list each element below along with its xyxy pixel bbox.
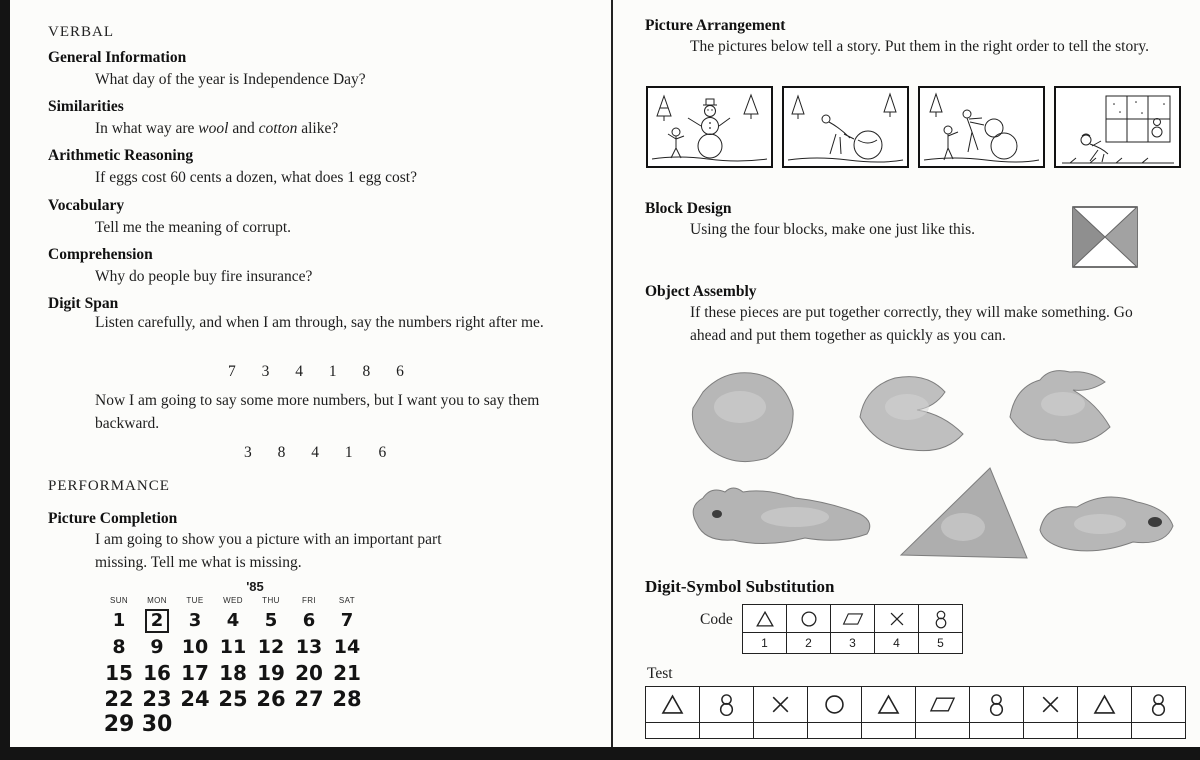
calendar-day: 8 [112, 636, 126, 658]
similarities-word2: cotton [258, 120, 298, 137]
performance-heading: PERFORMANCE [48, 478, 170, 494]
test-symbol-cell [916, 687, 970, 723]
calendar-day: 22 [104, 687, 134, 711]
calendar-week-3 [100, 660, 366, 686]
test-symbol-cell [862, 687, 916, 723]
block-design-instructions: Using the four blocks, make one just like this. [690, 221, 975, 238]
test-answer-cell [754, 723, 808, 739]
piece-dark-spot [1148, 517, 1162, 527]
picture-completion-instructions: I am going to show you a picture with an important part missing. Tell me what is missing. [95, 531, 442, 571]
triangle-icon [1091, 691, 1118, 718]
calendar-header-mon: MON [147, 596, 167, 605]
test-symbol-cell [1078, 687, 1132, 723]
test-label: Test [647, 665, 673, 682]
calendar-header-wed: WED [223, 596, 243, 605]
calendar-week-4 [100, 686, 366, 712]
triangle-icon [659, 691, 686, 718]
calendar-day: 5 [264, 610, 278, 631]
eight-icon [713, 691, 740, 718]
calendar-week-5 [100, 712, 366, 738]
calendar-day: 27 [294, 687, 324, 711]
calendar-day: 21 [333, 661, 361, 685]
calendar-day: 18 [219, 661, 247, 685]
code-number-cell: 3 [831, 633, 875, 654]
similarities-text [95, 118, 575, 141]
sketch-child-at-window [1056, 88, 1179, 166]
arithmetic-title: Arithmetic Reasoning [48, 147, 194, 164]
parallelogram-icon [929, 691, 956, 718]
similarities-mid: and [228, 120, 259, 137]
sketch-rolling-snowball [784, 88, 907, 166]
eight-icon [1145, 691, 1172, 718]
scan-edge-left [0, 0, 10, 760]
test-symbol-cell [808, 687, 862, 723]
code-symbol-cell [875, 605, 919, 633]
calendar-day [252, 712, 290, 738]
x-icon [886, 608, 908, 630]
parallelogram-icon [842, 608, 864, 630]
calendar-day: 3 [188, 610, 202, 631]
calendar-day: 30 [141, 712, 173, 737]
calendar-year: '85 [246, 579, 264, 594]
code-symbol-cell [743, 605, 787, 633]
calendar-header-sat: SAT [338, 596, 356, 605]
code-number-cell: 4 [875, 633, 919, 654]
test-answer-cell [970, 723, 1024, 739]
block-design-pattern [1072, 206, 1138, 268]
code-symbol-cell [831, 605, 875, 633]
digit-span-forward-digits: 7 3 4 1 8 6 [228, 363, 404, 380]
comprehension-text: Why do people buy fire insurance? [95, 268, 313, 285]
block-design-title: Block Design [645, 200, 732, 217]
calendar-week-1 [100, 608, 366, 634]
calendar-day: 15 [105, 661, 133, 685]
picture-arrangement-frames [646, 86, 1181, 168]
x-icon [1037, 691, 1064, 718]
general-information-text: What day of the year is Independence Day? [95, 71, 366, 88]
calendar-day [214, 712, 252, 738]
sketch-stacking-snowman [920, 88, 1043, 166]
puzzle-piece-5 [901, 468, 1027, 558]
test-answer-cell [862, 723, 916, 739]
code-label: Code [700, 611, 733, 628]
calendar-day: 4 [226, 610, 240, 631]
calendar-day: 20 [295, 661, 323, 685]
code-symbol-cell [919, 605, 963, 633]
calendar-day: 6 [302, 610, 316, 631]
test-answer-cell [700, 723, 754, 739]
calendar-day: 11 [219, 636, 247, 658]
boxed-day: 2 [145, 609, 170, 633]
picture-arrangement-title: Picture Arrangement [645, 17, 786, 34]
circle-icon [798, 608, 820, 630]
comprehension-title: Comprehension [48, 246, 153, 263]
object-assembly-pieces [645, 362, 1185, 569]
calendar-day: 9 [150, 636, 164, 658]
calendar-day: 24 [180, 687, 210, 711]
similarities-title: Similarities [48, 98, 124, 115]
digit-span-backward-instructions: Now I am going to say some more numbers, but I want you to say them backward. [95, 392, 540, 432]
calendar-day: 13 [295, 636, 323, 658]
vocabulary-title: Vocabulary [48, 197, 125, 214]
digit-span-backward-digits: 3 8 4 1 6 [244, 444, 387, 461]
picture-arrangement-frame-1 [646, 86, 773, 168]
calendar-day: 16 [143, 661, 171, 685]
test-answer-cell [1024, 723, 1078, 739]
test-symbol-cell [646, 687, 700, 723]
calendar-header-thu: THU [262, 596, 280, 605]
calendar-header-fri: FRI [301, 596, 317, 605]
calendar-day [290, 712, 328, 738]
calendar-day: 25 [218, 687, 248, 711]
x-icon [767, 691, 794, 718]
test-symbol-cell [754, 687, 808, 723]
test-symbol-cell [700, 687, 754, 723]
object-assembly-instructions: If these pieces are put together correctly, they will make something. Go ahead and put them together as quickly as you can. [690, 304, 1133, 344]
block-design-figure [1072, 206, 1138, 273]
code-number-cell: 5 [919, 633, 963, 654]
calendar-day: 23 [142, 687, 172, 711]
test-answer-cell [916, 723, 970, 739]
test-answer-cell [646, 723, 700, 739]
general-information-title: General Information [48, 49, 187, 66]
verbal-heading: VERBAL [48, 24, 114, 40]
digit-span-title: Digit Span [48, 295, 119, 312]
calendar-day: 1 [112, 610, 126, 631]
calendar-day: 7 [340, 610, 354, 631]
triangle-icon [875, 691, 902, 718]
calendar-day [176, 712, 214, 738]
calendar-day: 10 [181, 636, 209, 658]
calendar-day: 14 [333, 636, 361, 658]
calendar-day: 26 [256, 687, 286, 711]
code-symbol-cell [787, 605, 831, 633]
triangle-icon [754, 608, 776, 630]
digit-symbol-code-table [742, 604, 963, 654]
calendar-day: 19 [257, 661, 285, 685]
scan-edge-bottom [0, 747, 1200, 760]
eight-icon [930, 608, 952, 630]
code-number-cell: 2 [787, 633, 831, 654]
eight-icon [983, 691, 1010, 718]
calendar-day: 12 [257, 636, 285, 658]
test-symbol-cell [1024, 687, 1078, 723]
picture-arrangement-frame-2 [782, 86, 909, 168]
calendar-day: 29 [103, 712, 135, 737]
calendar-day: 17 [181, 661, 209, 685]
test-symbol-cell [970, 687, 1024, 723]
calendar-day: 28 [332, 687, 362, 711]
object-assembly-title: Object Assembly [645, 283, 757, 300]
arithmetic-text: If eggs cost 60 cents a dozen, what does 1 egg cost? [95, 169, 417, 186]
test-answer-cell [1132, 723, 1186, 739]
picture-completion-title: Picture Completion [48, 510, 178, 527]
digit-span-instructions: Listen carefully, and when I am through, say the numbers right after me. [95, 314, 544, 331]
calendar-header-tue: TUE [186, 596, 204, 605]
test-answer-cell [1078, 723, 1132, 739]
similarities-word1: wool [198, 120, 229, 137]
circle-icon [821, 691, 848, 718]
calendar-week-2 [100, 634, 366, 660]
picture-arrangement-frame-4 [1054, 86, 1181, 168]
similarities-suffix: alike? [297, 120, 339, 137]
column-divider [611, 0, 613, 747]
calendar-header-sun: SUN [109, 596, 129, 605]
vocabulary-text: Tell me the meaning of corrupt. [95, 219, 292, 236]
puzzle-pieces-figure [645, 362, 1185, 564]
digit-symbol-test-table [645, 686, 1186, 739]
piece-eye-spot [712, 510, 722, 518]
calendar-day-headers [100, 596, 366, 608]
sketch-finished-snowman [648, 88, 771, 166]
test-symbol-cell [1132, 687, 1186, 723]
picture-arrangement-instructions: The pictures below tell a story. Put them in the right order to tell the story. [690, 38, 1150, 55]
calendar-day-boxed [138, 608, 176, 634]
digit-symbol-title: Digit-Symbol Substitution [645, 577, 835, 596]
code-number-cell: 1 [743, 633, 787, 654]
picture-arrangement-frame-3 [918, 86, 1045, 168]
calendar-day [328, 712, 366, 738]
test-answer-cell [808, 723, 862, 739]
similarities-prefix: In what way are [95, 120, 199, 137]
calendar-figure [100, 579, 366, 738]
